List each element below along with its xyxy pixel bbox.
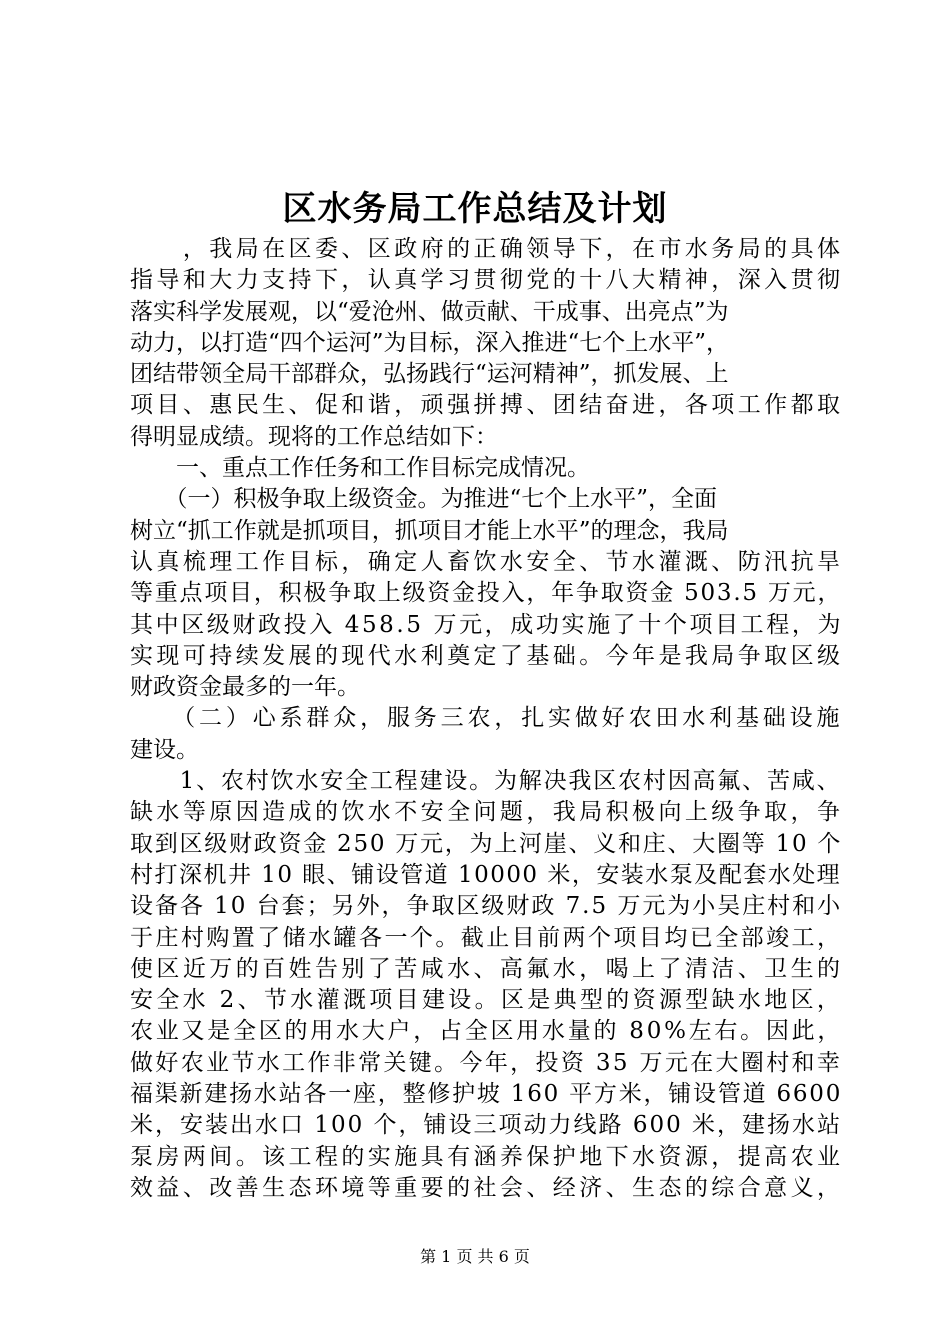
text-line: （二）心系群众，服务三农，扎实做好农田水利基础设施 (130, 705, 844, 732)
text-line: 泵房两间。该工程的实施具有涵养保护地下水资源，提高农业 (130, 1143, 844, 1170)
text-line: 实现可持续发展的现代水利奠定了基础。今年是我局争取区级 (130, 642, 844, 669)
page-footer: 第 1 页 共 6 页 (420, 1247, 530, 1266)
text-line: 等重点项目，积极争取上级资金投入，年争取资金 503.5 万元， (130, 580, 843, 607)
text-line: 缺水等原因造成的饮水不安全问题，我局积极向上级争取，争 (130, 799, 844, 826)
text-line: 米，安装出水口 100 个，铺设三项动力线路 600 米，建扬水站 (130, 1112, 843, 1139)
text-line: 一、重点工作任务和工作目标完成情况。 (130, 455, 590, 482)
text-line: 指导和大力支持下，认真学习贯彻党的十八大精神，深入贯彻 (130, 267, 844, 294)
text-line: ，我局在区委、区政府的正确领导下，在市水务局的具体 (130, 236, 844, 262)
text-line: 做好农业节水工作非常关键。今年，投资 35 万元在大圈村和幸 (130, 1049, 843, 1076)
text-line: 于庄村购置了储水罐各一个。截止目前两个项目均已全部竣工， (130, 924, 843, 951)
text-line: 得明显成绩。现将的工作总结如下： (130, 423, 498, 450)
text-line: 取到区级财政资金 250 万元，为上河崖、义和庄、大圈等 10 个 (130, 830, 843, 857)
text-line: 设备各 10 台套；另外，争取区级财政 7.5 万元为小吴庄村和小 (130, 893, 843, 920)
text-line: 建设。 (130, 736, 199, 763)
text-line: 动力，以打造“四个运河”为目标，深入推进“七个上水平”， (130, 329, 730, 356)
text-line: 认真梳理工作目标，确定人畜饮水安全、节水灌溉、防汛抗旱 (130, 548, 844, 575)
document-body (130, 234, 844, 1204)
text-line: 福渠新建扬水站各一座，整修护坡 160 平方米，铺设管道 6600 (130, 1081, 843, 1108)
text-line: 安全水 2、节水灌溉项目建设。区是典型的资源型缺水地区， (130, 987, 844, 1014)
text-line: 村打深机井 10 眼、铺设管道 10000 米，安装水泵及配套水处理 (130, 861, 842, 888)
text-line: 效益、改善生态环境等重要的社会、经济、生态的综合意义， (130, 1174, 844, 1201)
text-line: 其中区级财政投入 458.5 万元，成功实施了十个项目工程，为 (130, 611, 844, 638)
text-line: （一）积极争取上级资金。为推进“七个上水平”，全面 (130, 486, 718, 513)
text-line: 落实科学发展观，以“爱沧州、做贡献、干成事、出亮点”为 (130, 298, 729, 325)
text-line: 团结带领全局干部群众，弘扬践行“运河精神”，抓发展、上 (130, 361, 729, 388)
text-line: 使区近万的百姓告别了苦咸水、高氟水，喝上了清洁、卫生的 (130, 955, 844, 982)
text-line: 1、农村饮水安全工程建设。为解决我区农村因高氟、苦咸、 (130, 768, 842, 795)
text-line: 财政资金最多的一年。 (130, 674, 360, 701)
text-line: 农业又是全区的用水大户，占全区用水量的 80%左右。因此， (130, 1018, 844, 1045)
text-line: 项目、惠民生、促和谐，顽强拼搏、团结奋进，各项工作都取 (130, 392, 844, 419)
document-title: 区水务局工作总结及计划 (282, 189, 668, 229)
text-line: 树立“抓工作就是抓项目，抓项目才能上水平”的理念，我局 (130, 517, 729, 544)
